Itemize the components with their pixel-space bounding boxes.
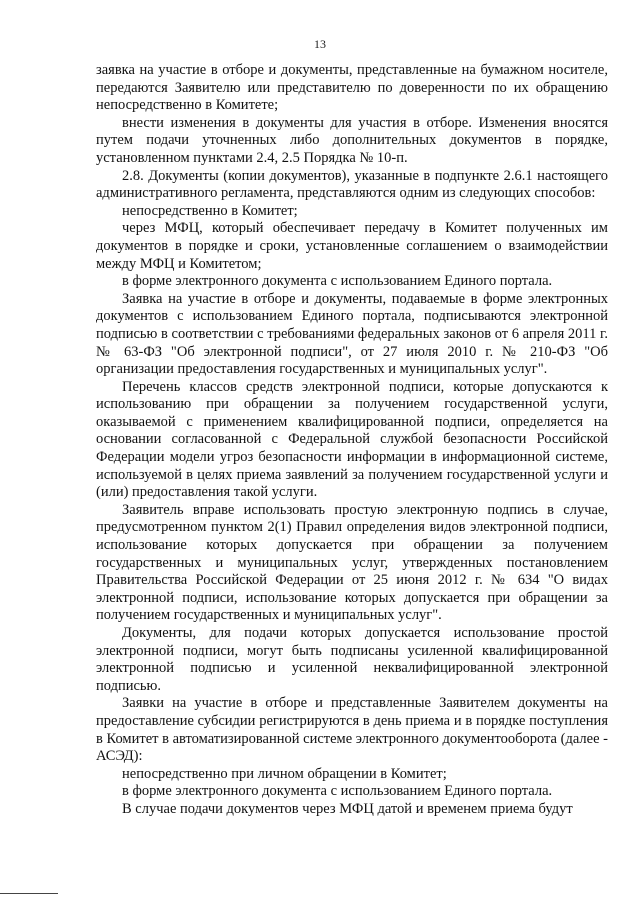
page-number: 13	[314, 37, 326, 51]
paragraph: в форме электронного документа с использованием Единого портала.	[122, 783, 553, 800]
paragraph: непосредственно при личном обращении в Комитет;	[122, 765, 447, 782]
paragraph: заявка на участие в отборе и документы, представленные на бумажном носителе, передаются Заявителю или представителю по доверенности по их обращению непосредственно в Комитете;	[96, 62, 608, 114]
paragraph: В случае подачи документов через МФЦ датой и временем приема будут	[122, 800, 573, 817]
paragraph: внести изменения в документы для участия в отборе. Изменения вносятся путем подачи уточненных либо дополнительных документов в порядке, установленном пунктами 2.4, 2.5 Порядка № 10-п.	[96, 114, 608, 166]
paragraph: через МФЦ, который обеспечивает передачу в Комитет полученных им документов в порядке и сроки, установленные соглашением о взаимодействии между МФЦ и Комитетом;	[96, 220, 608, 272]
paragraph: непосредственно в Комитет;	[122, 202, 298, 219]
paragraph: 2.8. Документы (копии документов), указанные в подпункте 2.6.1 настоящего административного регламента, представляются одним из следующих способов:	[96, 167, 608, 202]
paragraph: Заявки на участие в отборе и представленные Заявителем документы на предоставление субсидии регистрируются в день приема и в порядке поступления в Комитет в автоматизированной системе электронного документооборота (далее - АСЭД):	[96, 695, 608, 765]
document-body	[96, 62, 608, 819]
paragraph: Документы, для подачи которых допускается использование простой электронной подписи, могут быть подписаны усиленной квалифицированной электронной подписью и усиленной неквалифицированной электронной подписью.	[96, 625, 608, 694]
paragraph: Перечень классов средств электронной подписи, которые допускаются к использованию при обращении за получением государственной услуги, оказываемой с применением квалифицированной подписи, определяется на основании согласованной с Федеральной службой безопасности Российской Федерации модели угроз безопасности информации в информационной системе, используемой в целях приема заявлений за получением государственной услуги и (или) предоставления такой услуги.	[96, 378, 608, 501]
paragraph: Заявка на участие в отборе и документы, подаваемые в форме электронных документов с использованием Единого портала, подписываются электронной подписью в соответствии с требованиями федеральных законов от 6 апреля 2011 г. № 63-ФЗ "Об электронной подписи", от 27 июля 2010 г. № 210-ФЗ "Об организации предоставления государственных и муниципальных услуг".	[96, 290, 608, 378]
footer-rule	[0, 893, 58, 894]
paragraph: в форме электронного документа с использованием Единого портала.	[122, 273, 553, 290]
paragraph: Заявитель вправе использовать простую электронную подпись в случае, предусмотренном пунктом 2(1) Правил определения видов электронной подписи, использование которых допускается при обращении за получением государственных и муниципальных услуг, утвержденных постановлением Правительства Российской Федерации от 25 июня 2012 г. № 634 "О видах электронной подписи, использование которых допускается при обращении за получением государственных и муниципальных услуг".	[96, 501, 608, 624]
